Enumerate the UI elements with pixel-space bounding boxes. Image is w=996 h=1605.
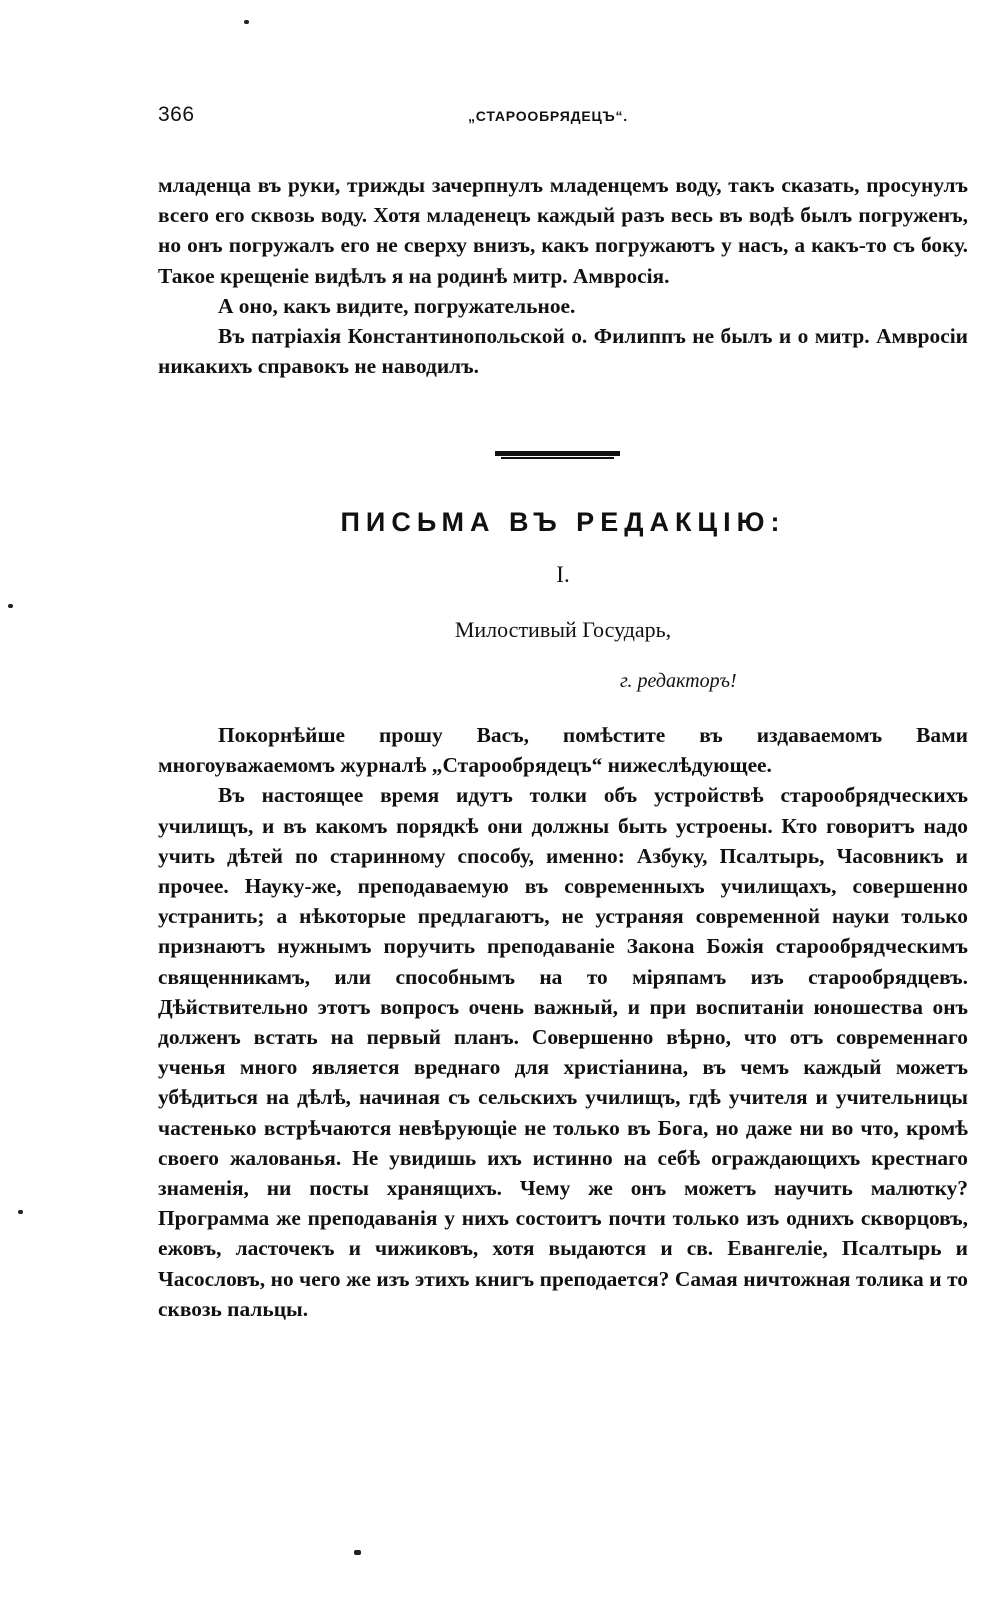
- letter-text-block: [158, 720, 968, 1324]
- running-head: „СТАРООБРЯДЕЦЪ“.: [468, 108, 628, 124]
- salutation: Милостивый Государь,: [454, 617, 672, 642]
- paragraph: младенца въ руки, трижды зачерпнулъ младенцемъ воду, такъ сказать, просунулъ всего его сквозь воду. Хотя младенецъ каждый разъ весь въ водѣ былъ погруженъ, но онъ погружалъ его не сверху внизъ, какъ погружаютъ у насъ, а какъ-то съ боку. Такое крещеніе видѣлъ я на родинѣ митр. Амвросія.: [158, 173, 968, 288]
- scan-speck: [354, 1550, 361, 1555]
- paragraph: Покорнѣйше прошу Васъ, помѣстите въ издаваемомъ Вами многоуважаемомъ журналѣ „Старообрядецъ“ нижеслѣдующее.: [158, 723, 968, 778]
- section-title: ПИСЬМА ВЪ РЕДАКЦІЮ:: [340, 507, 786, 537]
- top-text-block: [158, 170, 968, 381]
- page-header: [158, 103, 968, 133]
- paragraph: А оно, какъ видите, погружательное.: [218, 293, 576, 318]
- paragraph: Въ настоящее время идутъ толки объ устройствѣ старообрядческихъ училищъ, и въ какомъ порядкѣ они должны быть устроены. Кто говоритъ надо учить дѣтей по старинному способу, именно: Азбуку, Псалтырь, Часовникъ и прочее. Науку-же, преподаваемую въ современныхъ училищахъ, совершенно устранить; а нѣкоторые предлагаютъ, не устраняя современной науки только признаютъ нужнымъ поручить преподаваніе Закона Божія старообрядческимъ священникамъ, или способнымъ на то міряпамъ изъ старообрядцевъ. Дѣйствительно этотъ вопросъ очень важный, и при воспитаніи юношества онъ долженъ встать на первый планъ. Совершенно вѣрно, что отъ современнаго ученья много является вреднаго для христіанина, въ чемъ каждый можетъ убѣдиться на дѣлѣ, начиная съ сельскихъ училищъ, гдѣ учителя и учительницы частенько встрѣчаются невѣрующіе не только въ Бога, но даже ни во что, кромѣ своего жалованья. Не увидишь ихъ истинно на себѣ ограждающихъ крестнаго знаменія, ни посты хранящихъ. Чему же онъ можетъ научить малютку? Программа же преподаванія у нихъ состоитъ почти только изъ однихъ скворцовъ, ежовъ, ласточекъ и чижиковъ, хотя выдаются и св. Евангеліе, Псалтырь и Часословъ, но чего же изъ этихъ книгъ преподается? Самая ничтожная толика и то сквозь пальцы.: [158, 783, 968, 1321]
- salutation-addressee: г. редакторъ!: [620, 670, 737, 692]
- divider-thick-line: [495, 451, 620, 456]
- scan-speck: [18, 1210, 23, 1214]
- letter-number: I.: [556, 562, 570, 587]
- divider-thin-line: [501, 457, 614, 459]
- scan-speck: [8, 604, 13, 608]
- page-number: 366: [158, 103, 195, 126]
- scan-speck: [244, 20, 249, 24]
- section-divider: [495, 451, 620, 461]
- paragraph: Въ патріахія Константинопольской о. Филиппъ не былъ и о митр. Амвросіи никакихъ справокъ не наводилъ.: [158, 324, 968, 379]
